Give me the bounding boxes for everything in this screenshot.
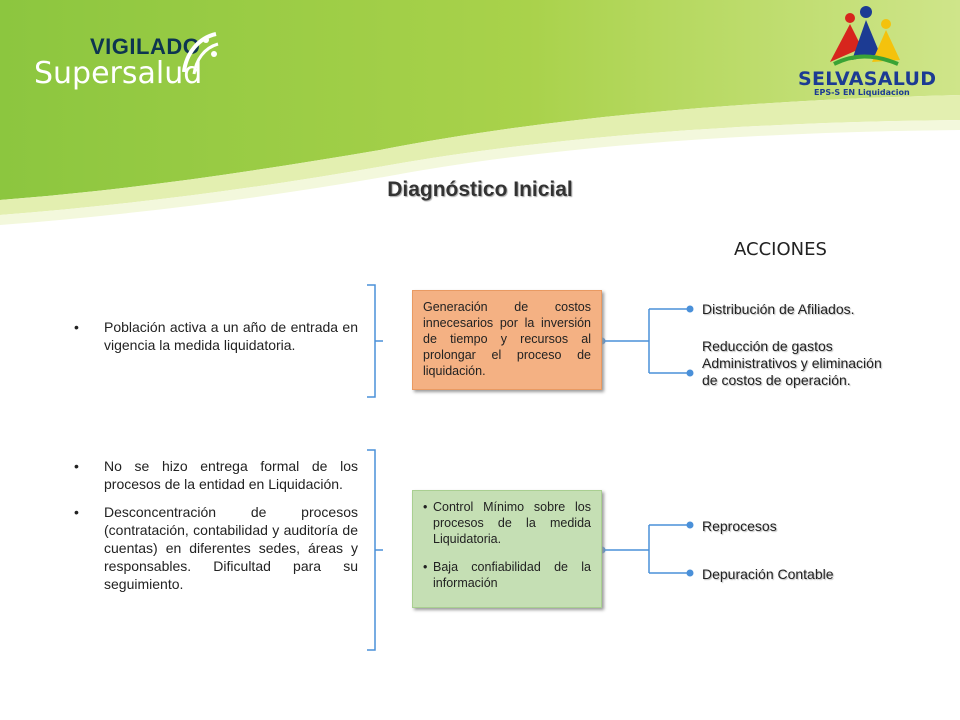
effect-box-group1: Generación de costos innecesarios por la inversión de tiempo y recursos al prolongar el proceso de liquidación.: [412, 290, 602, 390]
effect-box-group2: [412, 490, 602, 608]
page-title: Diagnóstico Inicial: [387, 178, 573, 201]
action-reprocesos: Reprocesos: [702, 518, 777, 534]
cause-item: • No se hizo entrega formal de los procesos de la entidad en Liquidación.: [74, 457, 358, 493]
cause-item: • Población activa a un año de entrada en vigencia la medida liquidatoria.: [74, 318, 358, 354]
supersalud-text: Supersalud: [34, 56, 203, 91]
selvasalud-subtitle: EPS-S EN Liquidacion: [814, 88, 910, 97]
action-distribucion: Distribución de Afiliados.: [702, 301, 855, 317]
selvasalud-name: SELVASALUD: [798, 68, 937, 90]
dot-action-1: [687, 306, 694, 313]
action-reduccion: Reducción de gastos Administrativos y eliminación de costos de operación.: [702, 338, 882, 388]
acciones-heading: ACCIONES: [734, 239, 827, 260]
causes-group2: [74, 457, 358, 603]
bracket-group1: [367, 285, 375, 397]
action-depuracion: Depuración Contable: [702, 566, 834, 582]
connector-group2: [602, 525, 690, 573]
bracket-group2: [367, 450, 375, 650]
effect-item: • Control Mínimo sobre los procesos de la medida Liquidatoria.: [423, 499, 591, 547]
connector-group1: [602, 309, 690, 373]
dot-action-2: [687, 370, 694, 377]
vigilado-text: VIGILADO: [90, 34, 201, 59]
dot-action-3: [687, 522, 694, 529]
effect-item: • Baja confiabilidad de la información: [423, 559, 591, 591]
cause-item: • Desconcentración de procesos (contratación, contabilidad y auditoría de cuentas) en diferentes sedes, áreas y responsables. Dificultad para su seguimiento.: [74, 503, 358, 593]
causes-group1: [74, 318, 358, 364]
dot-action-4: [687, 570, 694, 577]
